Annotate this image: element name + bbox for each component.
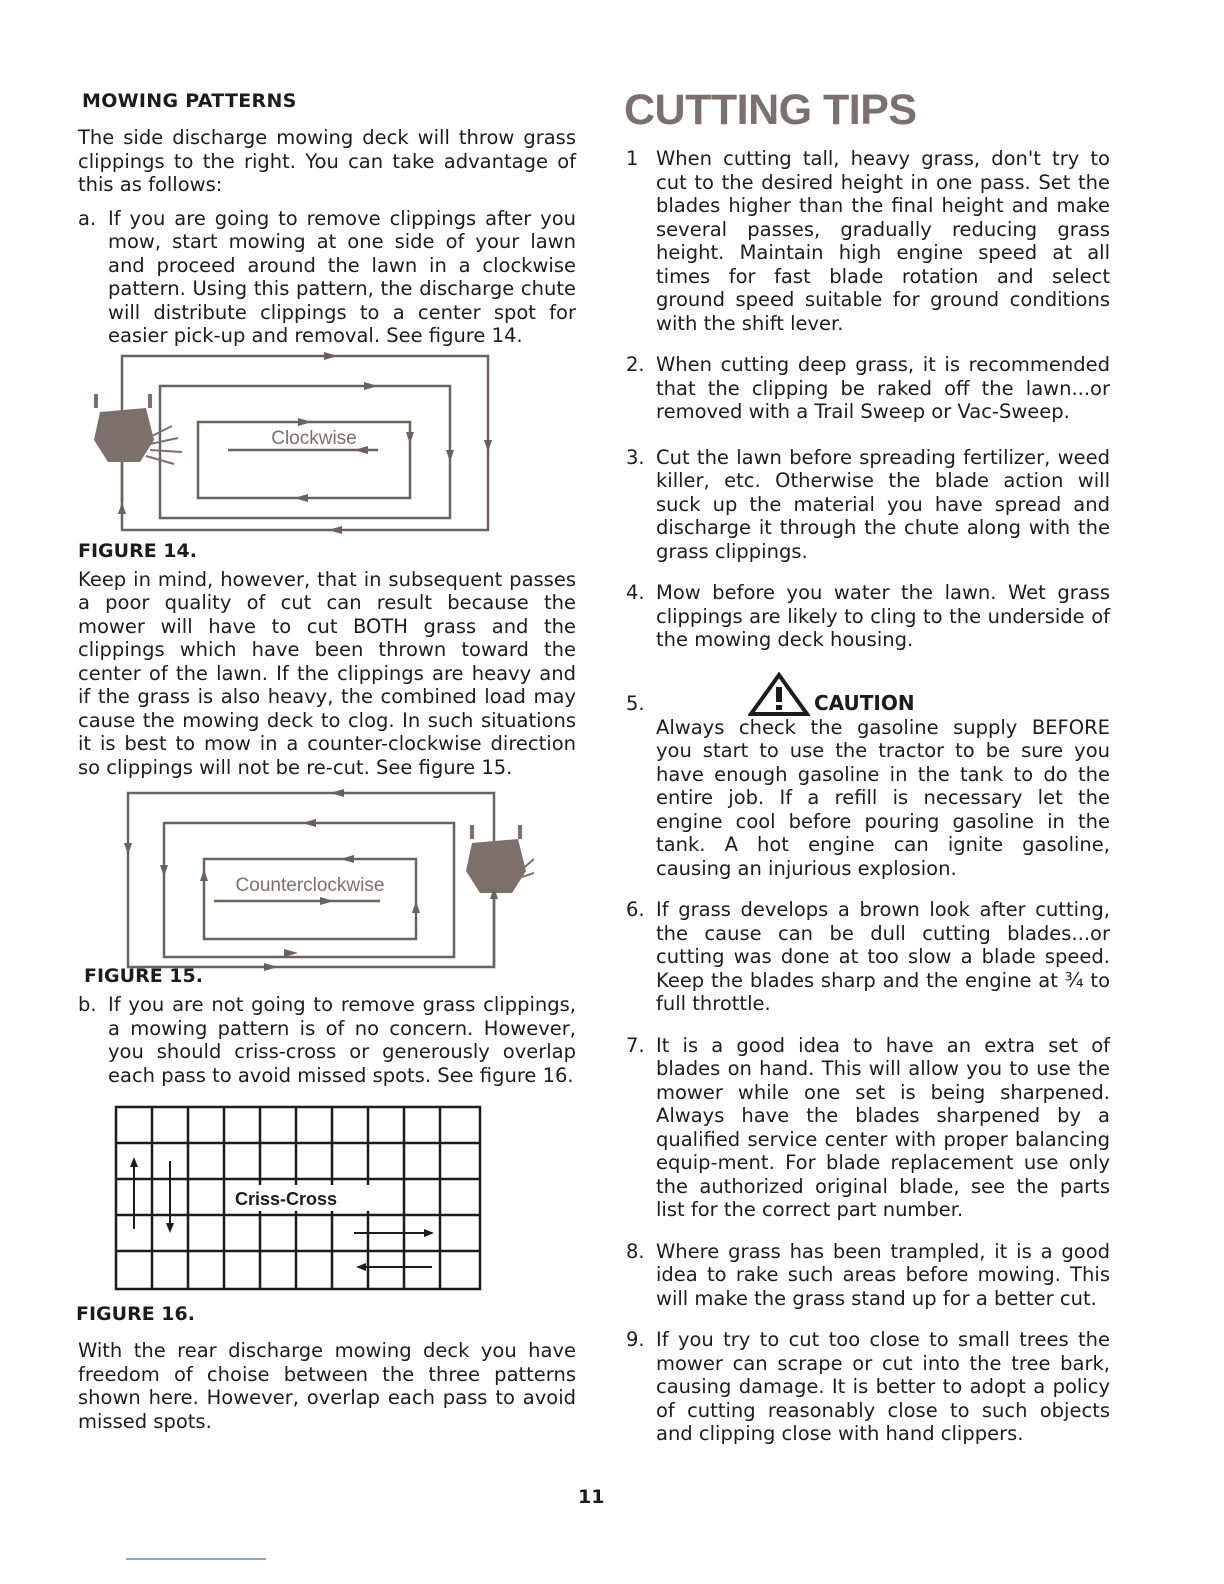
- list-item: [620, 446, 1110, 564]
- item-marker: b.: [78, 993, 97, 1016]
- item-text: Cut the lawn before spreading fertilizer, weed killer, etc. Otherwise the blade action will suck up the material you have spread and discharge it through the chute along with the grass clippings.: [656, 445, 1110, 563]
- item-number: 4.: [626, 581, 645, 604]
- intro-paragraph: The side discharge mowing deck will throw grass clippings to the right. You can take advantage of this as follows:: [78, 126, 576, 196]
- list-item: [620, 898, 1110, 1016]
- figure-15-diagram: [114, 789, 534, 979]
- figure-16-label: FIGURE 16.: [76, 1303, 195, 1325]
- caution-label: CAUTION: [814, 691, 915, 715]
- item-number: 2.: [626, 353, 645, 376]
- caution-text: Always check the gasoline supply BEFORE you start to use the tractor to be sure you have enough gasoline in the tank to do the entire job. If a refill is necessary let the engine cool before pouring gasoline in the tank. A hot engine can ignite gasoline, causing an injurious explosion.: [656, 715, 1110, 880]
- mower-icon: [466, 825, 534, 967]
- item-number: 6.: [626, 898, 645, 921]
- item-text: If you are going to remove clippings after you mow, start mowing at one side of your lawn and proceed around the lawn in a clockwise pattern. Using this pattern, the discharge chute will distribute clippings to a center spot for easier pick-up and removal. See figure 14.: [108, 206, 576, 347]
- caution-header: [748, 670, 1110, 716]
- list-item: [620, 353, 1110, 424]
- figure-14-caption-text: Clockwise: [271, 427, 357, 449]
- figure-14-label: FIGURE 14.: [78, 539, 197, 562]
- item-text: If you are not going to remove grass clippings, a mowing pattern is of no concern. However, you should criss-cross or generously overlap each pass to avoid missed spots. See figure 16.: [108, 993, 576, 1087]
- keep-in-mind-paragraph: Keep in mind, however, that in subsequent passes a poor quality of cut can result because the mower will have to cut BOTH grass and the clippings which have been thrown toward the center of the lawn. If the clippings are heavy and if the grass is also heavy, the combined load may cause the mowing deck to clog. In such situations it is best to mow in a counter-clockwise direction so clippings will not be re-cut. See figure 15.: [78, 567, 576, 779]
- list-item: [620, 1328, 1110, 1446]
- item-text: It is a good idea to have an extra set of blades on hand. This will allow you to use the mower while one set is being sharpened. Always have the blades sharpened by a qualified service center with proper balancing equip-ment. For blade replacement use only the authorized original blade, see the parts list for the correct part number.: [656, 1033, 1110, 1221]
- rear-discharge-paragraph: With the rear discharge mowing deck you have freedom of choise between the three patterns shown here. However, overlap each pass to avoid missed spots.: [78, 1339, 576, 1433]
- left-column: [78, 86, 576, 1433]
- item-text: When cutting deep grass, it is recommended that the clipping be raked off the lawn...or removed with a Trail Sweep or Vac-Sweep.: [656, 353, 1110, 423]
- mower-icon: [94, 394, 182, 502]
- figure-15-caption-text: Counterclockwise: [235, 875, 385, 896]
- list-item: [620, 147, 1110, 335]
- bottom-rule: [126, 1558, 266, 1560]
- item-text: If grass develops a brown look after cutting, the cause can be dull cutting blades...or cutting was done at too slow a blade speed. Keep the blades sharp and the engine at ¾ to full throttle.: [656, 898, 1110, 1015]
- list-item: [620, 1034, 1110, 1222]
- item-marker: a.: [78, 206, 97, 230]
- item-text: When cutting tall, heavy grass, don't try to cut to the desired height in one pass. Set the blades higher than the final height and make several passes, gradually reducing grass height. Maintain high engine speed at all times for fast blade rotation and select ground speed suitable for ground conditions with the shift lever.: [656, 147, 1110, 335]
- figure-15-label: FIGURE 15.: [84, 965, 203, 987]
- list-item-a: [78, 207, 576, 348]
- figure-16-diagram: [114, 1105, 484, 1295]
- item-number: 8.: [626, 1239, 645, 1263]
- warning-triangle-icon: [748, 672, 810, 716]
- item-number: 5.: [626, 691, 645, 715]
- caution-item: [620, 670, 1110, 881]
- item-number: 9.: [626, 1328, 645, 1351]
- right-column: [620, 86, 1110, 1446]
- item-text: Where grass has been trampled, it is a good idea to rake such areas before mowing. This will make the grass stand up for a better cut.: [656, 1239, 1110, 1310]
- section-heading: MOWING PATTERNS: [82, 90, 297, 112]
- page-number: 11: [578, 1486, 605, 1508]
- page-title: CUTTING TIPS: [624, 86, 917, 134]
- item-number: 1: [626, 147, 639, 170]
- item-text: Mow before you water the lawn. Wet grass clippings are likely to cling to the underside of the mowing deck housing.: [656, 581, 1110, 651]
- figure-16-caption-text: Criss-Cross: [234, 1189, 338, 1209]
- list-item-b: [78, 993, 576, 1087]
- item-number: 3.: [626, 445, 645, 469]
- item-number: 7.: [626, 1033, 645, 1057]
- list-item: [620, 1240, 1110, 1311]
- figure-14-diagram: [88, 352, 508, 552]
- item-text: If you try to cut too close to small trees the mower can scrape or cut into the tree bark, causing damage. It is better to adopt a policy of cutting reasonably close to such objects and clipping close with hand clippers.: [656, 1328, 1110, 1445]
- list-item: [620, 581, 1110, 652]
